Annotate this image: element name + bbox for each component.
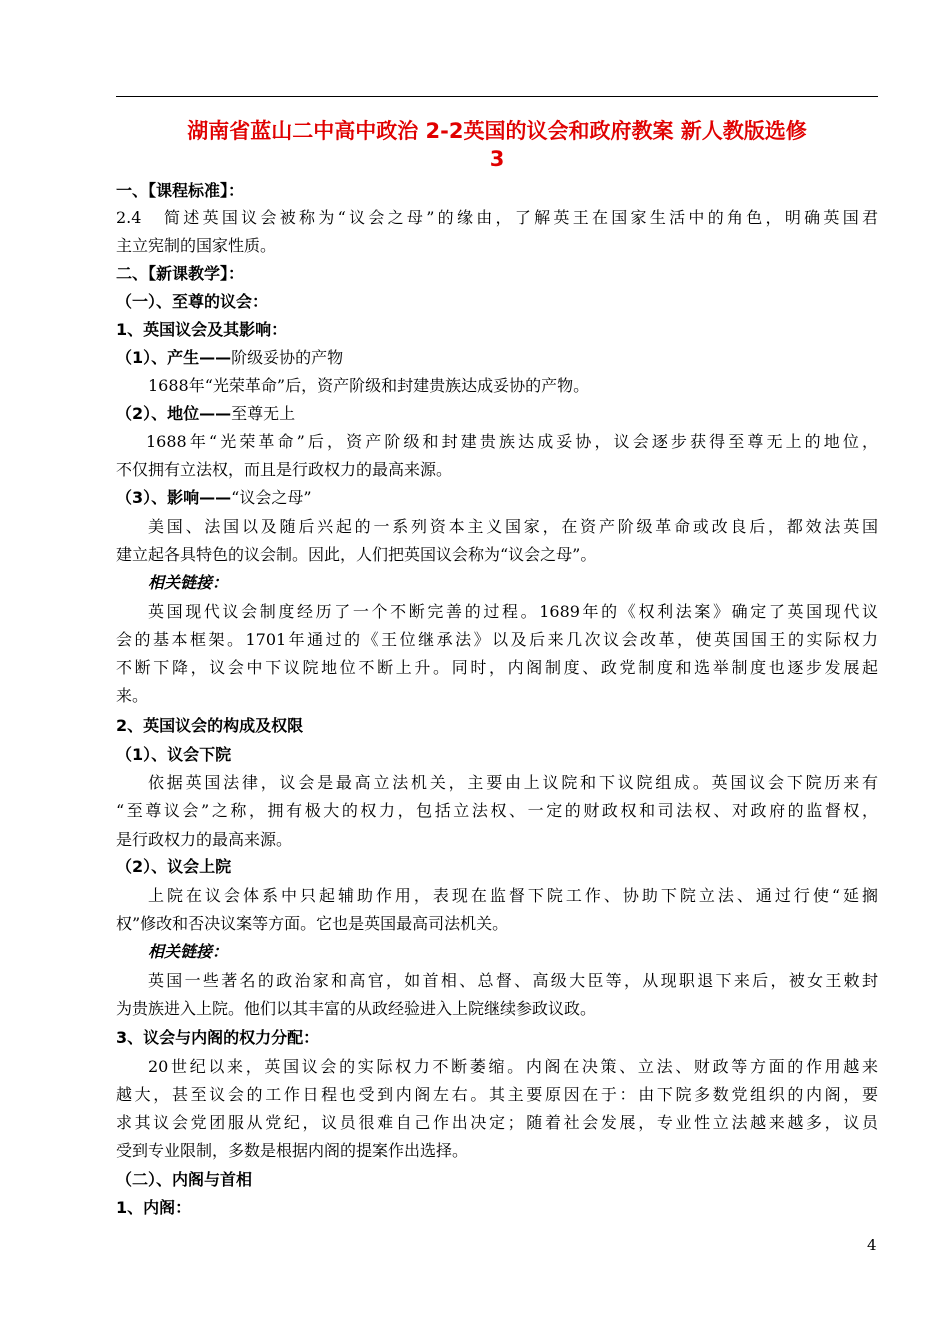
point-text: 阶级妥协的产物 <box>231 348 344 367</box>
related-link-label: 相关链接： <box>148 573 229 592</box>
point-label: （2）、地位—— <box>116 404 232 423</box>
paragraph-line: 求其议会党团服从党纪，议员很难自己作出决定；随着社会发展，专业性立法越来越多，议员 <box>116 1113 878 1132</box>
subsection-heading: （一）、至尊的议会： <box>116 292 269 311</box>
related-link-label: 相关链接： <box>148 942 229 961</box>
point-heading <box>116 488 312 508</box>
paragraph-line: 越大，甚至议会的工作日程也受到内阁左右。其主要原因在于：由下院多数党组织的内阁，要 <box>116 1085 878 1104</box>
topic-heading: 3、议会与内阁的权力分配： <box>116 1028 320 1047</box>
point-text: 至尊无上 <box>231 404 296 423</box>
paragraph-line: 1688年“光荣革命”后，资产阶级和封建贵族达成妥协，议会逐步获得至尊无上的地位， <box>146 432 878 451</box>
paragraph-line: 依据英国法律，议会是最高立法机关，主要由上议院和下议院组成。英国议会下院历来有 <box>148 773 878 792</box>
paragraph-line: 建立起各具特色的议会制。因此，人们把英国议会称为“议会之母”。 <box>116 545 597 564</box>
point-heading <box>116 348 343 368</box>
paragraph-line: 20世纪以来，英国议会的实际权力不断萎缩。内阁在决策、立法、财政等方面的作用越来 <box>148 1057 878 1076</box>
paragraph-line: 2.4 简述英国议会被称为“议会之母”的缘由，了解英王在国家生活中的角色，明确英国君 <box>116 208 878 227</box>
paragraph-line: “至尊议会”之称，拥有极大的权力，包括立法权、一定的财政权和司法权、对政府的监督权， <box>116 801 878 820</box>
topic-heading: 1、内阁： <box>116 1198 192 1217</box>
point-label: （1）、产生—— <box>116 348 232 367</box>
section-heading-teaching: 二、【新课教学】： <box>116 264 245 283</box>
paragraph-line: 权”修改和否决议案等方面。它也是英国最高司法机关。 <box>116 914 509 933</box>
topic-heading: 1、英国议会及其影响： <box>116 320 288 339</box>
paragraph-line: 会的基本框架。1701年通过的《王位继承法》以及后来几次议会改革，使英国国王的实际权力 <box>116 630 878 649</box>
paragraph-line: 英国一些著名的政治家和高官，如首相、总督、高级大臣等，从现职退下来后，被女王敕封 <box>148 971 878 990</box>
paragraph-line: 不仅拥有立法权，而且是行政权力的最高来源。 <box>116 460 453 479</box>
header-rule <box>116 96 878 97</box>
paragraph-line: 主立宪制的国家性质。 <box>116 236 277 255</box>
section-heading-standard: 一、【课程标准】： <box>116 181 245 200</box>
point-heading: （2）、议会上院 <box>116 857 232 876</box>
point-heading <box>116 404 295 424</box>
paragraph-line: 为贵族进入上院。他们以其丰富的从政经验进入上院继续参政议政。 <box>116 999 597 1018</box>
paragraph-line: 不断下降，议会中下议院地位不断上升。同时，内阁制度、政党制度和选举制度也逐步发展起 <box>116 658 878 677</box>
title-line-1: 湖南省蓝山二中高中政治 2-2英国的议会和政府教案 新人教版选修 <box>187 119 807 143</box>
paragraph-line: 1688年“光荣革命”后，资产阶级和封建贵族达成妥协的产物。 <box>148 376 590 395</box>
paragraph-line: 是行政权力的最高来源。 <box>116 830 293 849</box>
point-heading: （1）、议会下院 <box>116 745 232 764</box>
paragraph-line: 英国现代议会制度经历了一个不断完善的过程。1689年的《权利法案》确定了英国现代议 <box>148 602 878 621</box>
paragraph-line: 来。 <box>116 686 149 705</box>
topic-heading: 2、英国议会的构成及权限 <box>116 716 304 735</box>
subsection-heading: （二）、内阁与首相 <box>116 1170 253 1189</box>
paragraph-line: 受到专业限制，多数是根据内阁的提案作出选择。 <box>116 1141 469 1160</box>
page-number: 4 <box>867 1236 877 1254</box>
point-label: （3）、影响—— <box>116 488 232 507</box>
document-title <box>116 117 878 173</box>
paragraph-line: 上院在议会体系中只起辅助作用，表现在监督下院工作、协助下院立法、通过行使“延搁 <box>148 886 878 905</box>
point-text: “议会之母” <box>231 488 312 507</box>
paragraph-line: 美国、法国以及随后兴起的一系列资本主义国家，在资产阶级革命或改良后，都效法英国 <box>148 517 878 536</box>
title-line-2: 3 <box>489 147 505 171</box>
